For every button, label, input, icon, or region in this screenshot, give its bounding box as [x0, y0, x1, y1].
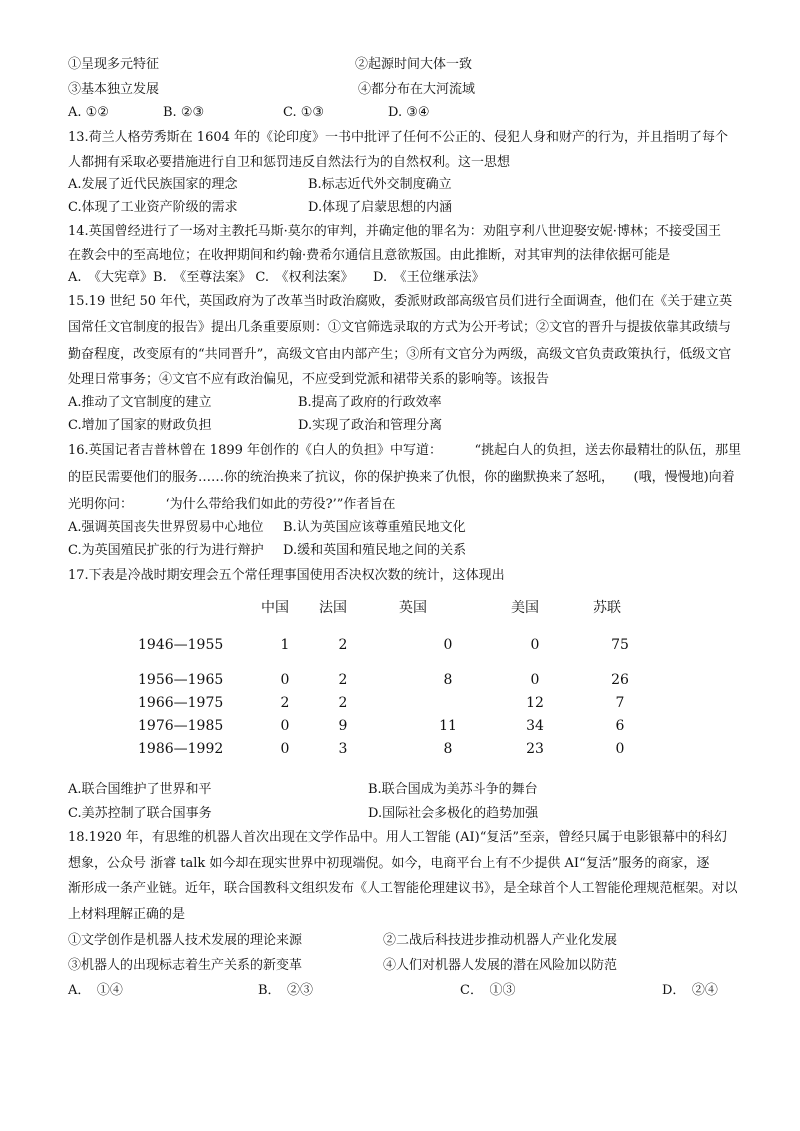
value-cell: 12: [526, 695, 544, 711]
value-cell: 3: [338, 741, 348, 757]
column-header: 中国: [261, 600, 289, 616]
option-b: B.提高了政府的行政效率: [298, 395, 442, 410]
value-cell: 6: [615, 718, 625, 734]
option-b: B.认为英国应该尊重殖民地文化: [283, 520, 466, 535]
option-a: A.强调英国丧失世界贸易中心地位: [68, 520, 264, 535]
value-cell: 2: [280, 695, 290, 711]
column-header: 美国: [511, 600, 539, 616]
value-cell: 7: [615, 695, 625, 711]
question-text: 人都拥有采取必要措施进行自卫和惩罚违反自然法行为的自然权利。这一思想: [68, 155, 511, 170]
option-c: C． ①③: [460, 983, 516, 998]
option-d: D.体现了启蒙思想的内涵: [308, 200, 453, 215]
value-cell: 34: [526, 718, 544, 734]
question-text: 的臣民需要他们的服务……你的统治换来了抗议，你的保护换来了仇恨，你的幽默换来了怒吼， (哦，慢慢地)向着: [68, 470, 735, 485]
value-cell: 0: [530, 672, 540, 688]
value-cell: 0: [530, 637, 540, 653]
question-text: 在教会中的至高地位；在收押期间和约翰·费希尔通信且意欲叛国。由此推断，对其审判的法律依据可能是: [68, 248, 671, 263]
period-cell: 1946—1955: [138, 637, 224, 653]
question-text: 想象，公众号 浙睿 talk 如今却在现实世界中初现端倪。如今，电商平台上有不少提供 AI“复活”服务的商家，逐: [68, 856, 710, 871]
value-cell: 1: [280, 637, 290, 653]
option-b: B． ②③: [258, 983, 314, 998]
option-a: A. ①②: [68, 105, 109, 120]
period-cell: 1986—1992: [138, 741, 224, 757]
question-text: 14.英国曾经进行了一场对主教托马斯·莫尔的审判，并确定他的罪名为：劝阻亨利八世迎娶安妮·博林；不接受国王: [68, 224, 721, 239]
option-d: D． ②④: [662, 983, 718, 998]
option-c: C.美苏控制了联合国事务: [68, 806, 212, 821]
value-cell: 75: [611, 637, 629, 653]
statement-3: ③机器人的出现标志着生产关系的新变革: [68, 958, 303, 973]
option-c: C.增加了国家的财政负担: [68, 418, 212, 433]
question-text: 18.1920 年，有思维的机器人首次出现在文学作品中。用人工智能 (AI)“复活”至亲，曾经只属于电影银幕中的科幻: [68, 830, 727, 845]
question-text: 处理日常事务；④文官不应有政治偏见，不应受到党派和裙带关系的影响等。该报告: [68, 372, 550, 387]
option-a: A.联合国维护了世界和平: [68, 782, 212, 797]
option-c: C.体现了工业资产阶级的需求: [68, 200, 238, 215]
period-cell: 1956—1965: [138, 672, 224, 688]
period-cell: 1976—1985: [138, 718, 224, 734]
question-text: 国常任文官制度的报告》提出几条重要原则：①文官筛选录取的方式为公开考试；②文官的晋升与提拔依靠其政绩与: [68, 320, 732, 335]
question-text: 15.19 世纪 50 年代，英国政府为了改革当时政治腐败，委派财政部高级官员们进行全面调查，他们在《关于建立英: [68, 294, 733, 309]
option-b: B.标志近代外交制度确立: [308, 177, 452, 192]
value-cell: 9: [338, 718, 348, 734]
value-cell: 23: [526, 741, 544, 757]
question-text: 17.下表是冷战时期安理会五个常任理事国使用否决权次数的统计，这体现出: [68, 568, 505, 583]
options-a-c: A. 《大宪章》B. 《至尊法案》 C. 《权利法案》: [68, 270, 354, 285]
question-text: 上材料理解正确的是: [68, 907, 186, 922]
statement-2: ②起源时间大体一致: [355, 57, 473, 72]
value-cell: 2: [338, 695, 348, 711]
value-cell: 0: [280, 718, 290, 734]
option-a: A． ①④: [68, 983, 123, 998]
option-a: A.推动了文官制度的建立: [68, 395, 212, 410]
value-cell: 2: [338, 637, 348, 653]
value-cell: 8: [443, 672, 453, 688]
statement-4: ④都分布在大河流域: [358, 82, 476, 97]
option-c: C.为英国殖民扩张的行为进行辩护: [68, 543, 264, 558]
column-header: 英国: [399, 600, 427, 616]
value-cell: 0: [280, 672, 290, 688]
statement-4: ④人们对机器人发展的潜在风险加以防范: [383, 958, 618, 973]
column-header: 苏联: [593, 600, 621, 616]
option-c: C. ①③: [283, 105, 325, 120]
period-cell: 1966—1975: [138, 695, 224, 711]
value-cell: 0: [280, 741, 290, 757]
value-cell: 0: [615, 741, 625, 757]
option-d: D. 《王位继承法》: [373, 270, 485, 285]
option-d: D. ③④: [388, 105, 430, 120]
question-text: 16.英国记者吉普林曾在 1899 年创作的《白人的负担》中写道： “挑起白人的负担，送去你最精壮的队伍，那里: [68, 443, 742, 458]
option-d: D.国际社会多极化的趋势加强: [368, 806, 539, 821]
column-header: 法国: [319, 600, 347, 616]
value-cell: 11: [439, 718, 457, 734]
value-cell: 26: [611, 672, 629, 688]
statement-3: ③基本独立发展: [68, 82, 160, 97]
question-text: 勤奋程度，改变原有的“共同晋升”，高级文官由内部产生；③所有文官分为两级，高级文官负责政策执行，低级文官: [68, 347, 732, 362]
value-cell: 0: [443, 637, 453, 653]
statement-1: ①文学创作是机器人技术发展的理论来源: [68, 933, 303, 948]
question-text: 渐形成一条产业链。近年，联合国教科文组织发布《人工智能伦理建议书》，是全球首个人工智能伦理规范框架。对以: [68, 881, 738, 896]
value-cell: 8: [443, 741, 453, 757]
statement-2: ②二战后科技进步推动机器人产业化发展: [383, 933, 618, 948]
question-text: 光明你问： ‘为什么带给我们如此的劳役?’”作者旨在: [68, 497, 396, 512]
value-cell: 2: [338, 672, 348, 688]
option-b: B. ②③: [163, 105, 205, 120]
option-b: B.联合国成为美苏斗争的舞台: [368, 782, 538, 797]
question-text: 13.荷兰人格劳秀斯在 1604 年的《论印度》一书中批评了任何不公正的、侵犯人身和财产的行为，并且指明了每个: [68, 130, 729, 145]
option-d: D.缓和英国和殖民地之间的关系: [283, 543, 467, 558]
statement-1: ①呈现多元特征: [68, 57, 160, 72]
option-a: A.发展了近代民族国家的理念: [68, 177, 238, 192]
option-d: D.实现了政治和管理分离: [298, 418, 443, 433]
